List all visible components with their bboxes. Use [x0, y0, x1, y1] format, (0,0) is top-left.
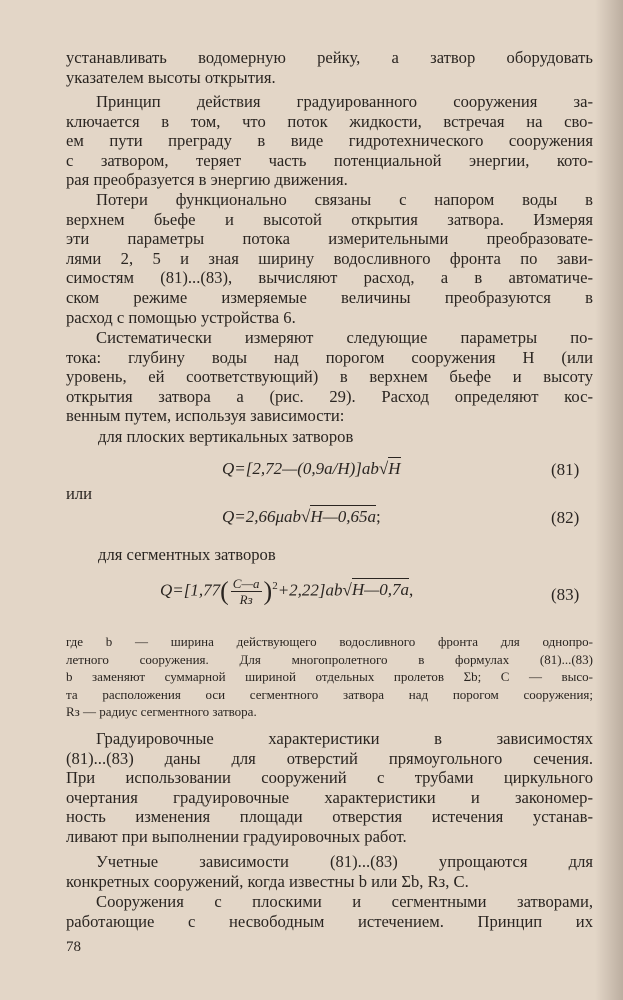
paragraph-7: [66, 892, 593, 931]
formula-83: [160, 576, 413, 607]
text-line: открытия затвора a (рис. 29). Расход определяют кос-: [66, 386, 593, 406]
equation-number-82: (82): [551, 508, 580, 527]
label-or: или: [66, 484, 93, 503]
footnote-definitions: [66, 633, 593, 721]
text-line: ключается в том, что поток жидкости, встречая на сво-: [66, 111, 593, 131]
page-number: 78: [66, 939, 81, 955]
formula-82: [222, 507, 381, 527]
text-line: ском режиме измеряемые величины преобразуются в: [66, 287, 593, 307]
text-line: венным путем, используя зависимости:: [66, 406, 345, 426]
paragraph-6: [66, 852, 593, 891]
paragraph-5: [66, 729, 593, 847]
footnote-line: летного сооружения. Для многопролетного в формулах (81)...(83): [66, 651, 593, 667]
text-line: расход с помощью устройства 6.: [66, 307, 296, 327]
text-line: Градуировочные характеристики в зависимостях: [96, 729, 593, 748]
formula-81: [222, 459, 401, 479]
equation-number-83: (83): [551, 585, 580, 604]
text-line: Потери функционально связаны с напором воды в: [96, 190, 593, 209]
label-segment-gates: для сегментных затворов: [98, 545, 276, 564]
formula-text: Q=[1,77: [160, 580, 221, 600]
paren-close: ): [263, 576, 273, 606]
text-line: устанавливать водомерную рейку, а затвор оборудовать: [66, 48, 593, 67]
sqrt-sign: √: [342, 580, 352, 600]
paren-open: (: [220, 576, 229, 606]
text-line: При использовании сооружений с трубами циркульного: [66, 768, 593, 788]
sqrt-sign: √: [378, 459, 389, 478]
text-line: ность изменения площади отверстия истечения устанав-: [66, 807, 593, 827]
exponent-2: 2: [272, 579, 278, 592]
formula-text: +2,22]ab: [277, 580, 343, 600]
text-line: симостям (81)...(83), вычисляют расход, а в автоматиче-: [66, 268, 593, 288]
footnote-line: та расположения оси сегментного затвора над порогом сооружения;: [66, 686, 593, 702]
fraction-numerator: C—a: [232, 576, 260, 591]
formula-text: Q=[2,72—(0,9a/H)]ab: [222, 459, 379, 478]
fraction-denominator: Rз: [239, 592, 253, 607]
sqrt-radicand: H—0,7a: [351, 580, 410, 600]
text-line: рая преобразуется в энергию движения.: [66, 170, 348, 190]
binding-shadow: [595, 0, 623, 1000]
text-line: Систематически измеряют следующие параметры по-: [96, 328, 593, 347]
text-line: с затвором, теряет часть потенциальной энергии, кото-: [66, 150, 593, 170]
label-flat-gates: для плоских вертикальных затворов: [98, 427, 354, 446]
text-line: Сооружения с плоскими и сегментными затворами,: [96, 892, 593, 911]
paragraph-2: [66, 92, 593, 190]
fraction: [231, 576, 262, 607]
footnote-line: Rз — радиус сегментного затвора.: [66, 704, 257, 719]
paragraph-1: [66, 48, 593, 87]
text-line: ем пути преграду в виде гидротехнического сооружения: [66, 131, 593, 151]
formula-text: Q=2,66μab: [222, 507, 302, 526]
text-line: верхнем бьефе и высотой открытия затвора. Измеряя: [66, 209, 593, 229]
text-line: Принцип действия градуированного сооружения за-: [96, 92, 593, 111]
formula-tail: ;: [376, 507, 381, 526]
sqrt-sign: √: [301, 507, 311, 526]
text-line: Учетные зависимости (81)...(83) упрощаются для: [96, 852, 593, 871]
formula-tail: ,: [409, 580, 414, 600]
text-line: указателем высоты открытия.: [66, 67, 276, 87]
paragraph-4: [66, 328, 593, 426]
text-line: уровень, ей соответствующий) в верхнем бьефе и высоту: [66, 367, 593, 387]
footnote-line: b заменяют суммарной шириной отдельных пролетов Σb; C — высо-: [66, 669, 593, 684]
equation-number-81: (81): [551, 460, 580, 479]
text-line: ливают при выполнении градуировочных работ.: [66, 826, 407, 846]
sqrt-radicand: H: [388, 459, 401, 478]
footnote-line: где b — ширина действующего водосливного фронта для однопро-: [66, 634, 593, 649]
text-line: очертания градуировочные характеристики и закономер-: [66, 787, 593, 807]
text-line: лями 2, 5 и зная ширину водосливного фронта по зави-: [66, 248, 593, 268]
text-line: (81)...(83) даны для отверстий прямоугольного сечения.: [66, 748, 593, 768]
sqrt-radicand: H—0,65a: [310, 507, 377, 526]
text-line: конкретных сооружений, когда известны b или Σb, Rз, C.: [66, 871, 469, 891]
text-line: эти параметры потока измерительными преобразовате-: [66, 229, 593, 249]
paragraph-3: [66, 190, 593, 327]
text-line: работающие с несвободным истечением. Принцип их: [66, 911, 593, 931]
text-line: тока: глубину воды над порогом сооружения H (или: [66, 347, 593, 367]
